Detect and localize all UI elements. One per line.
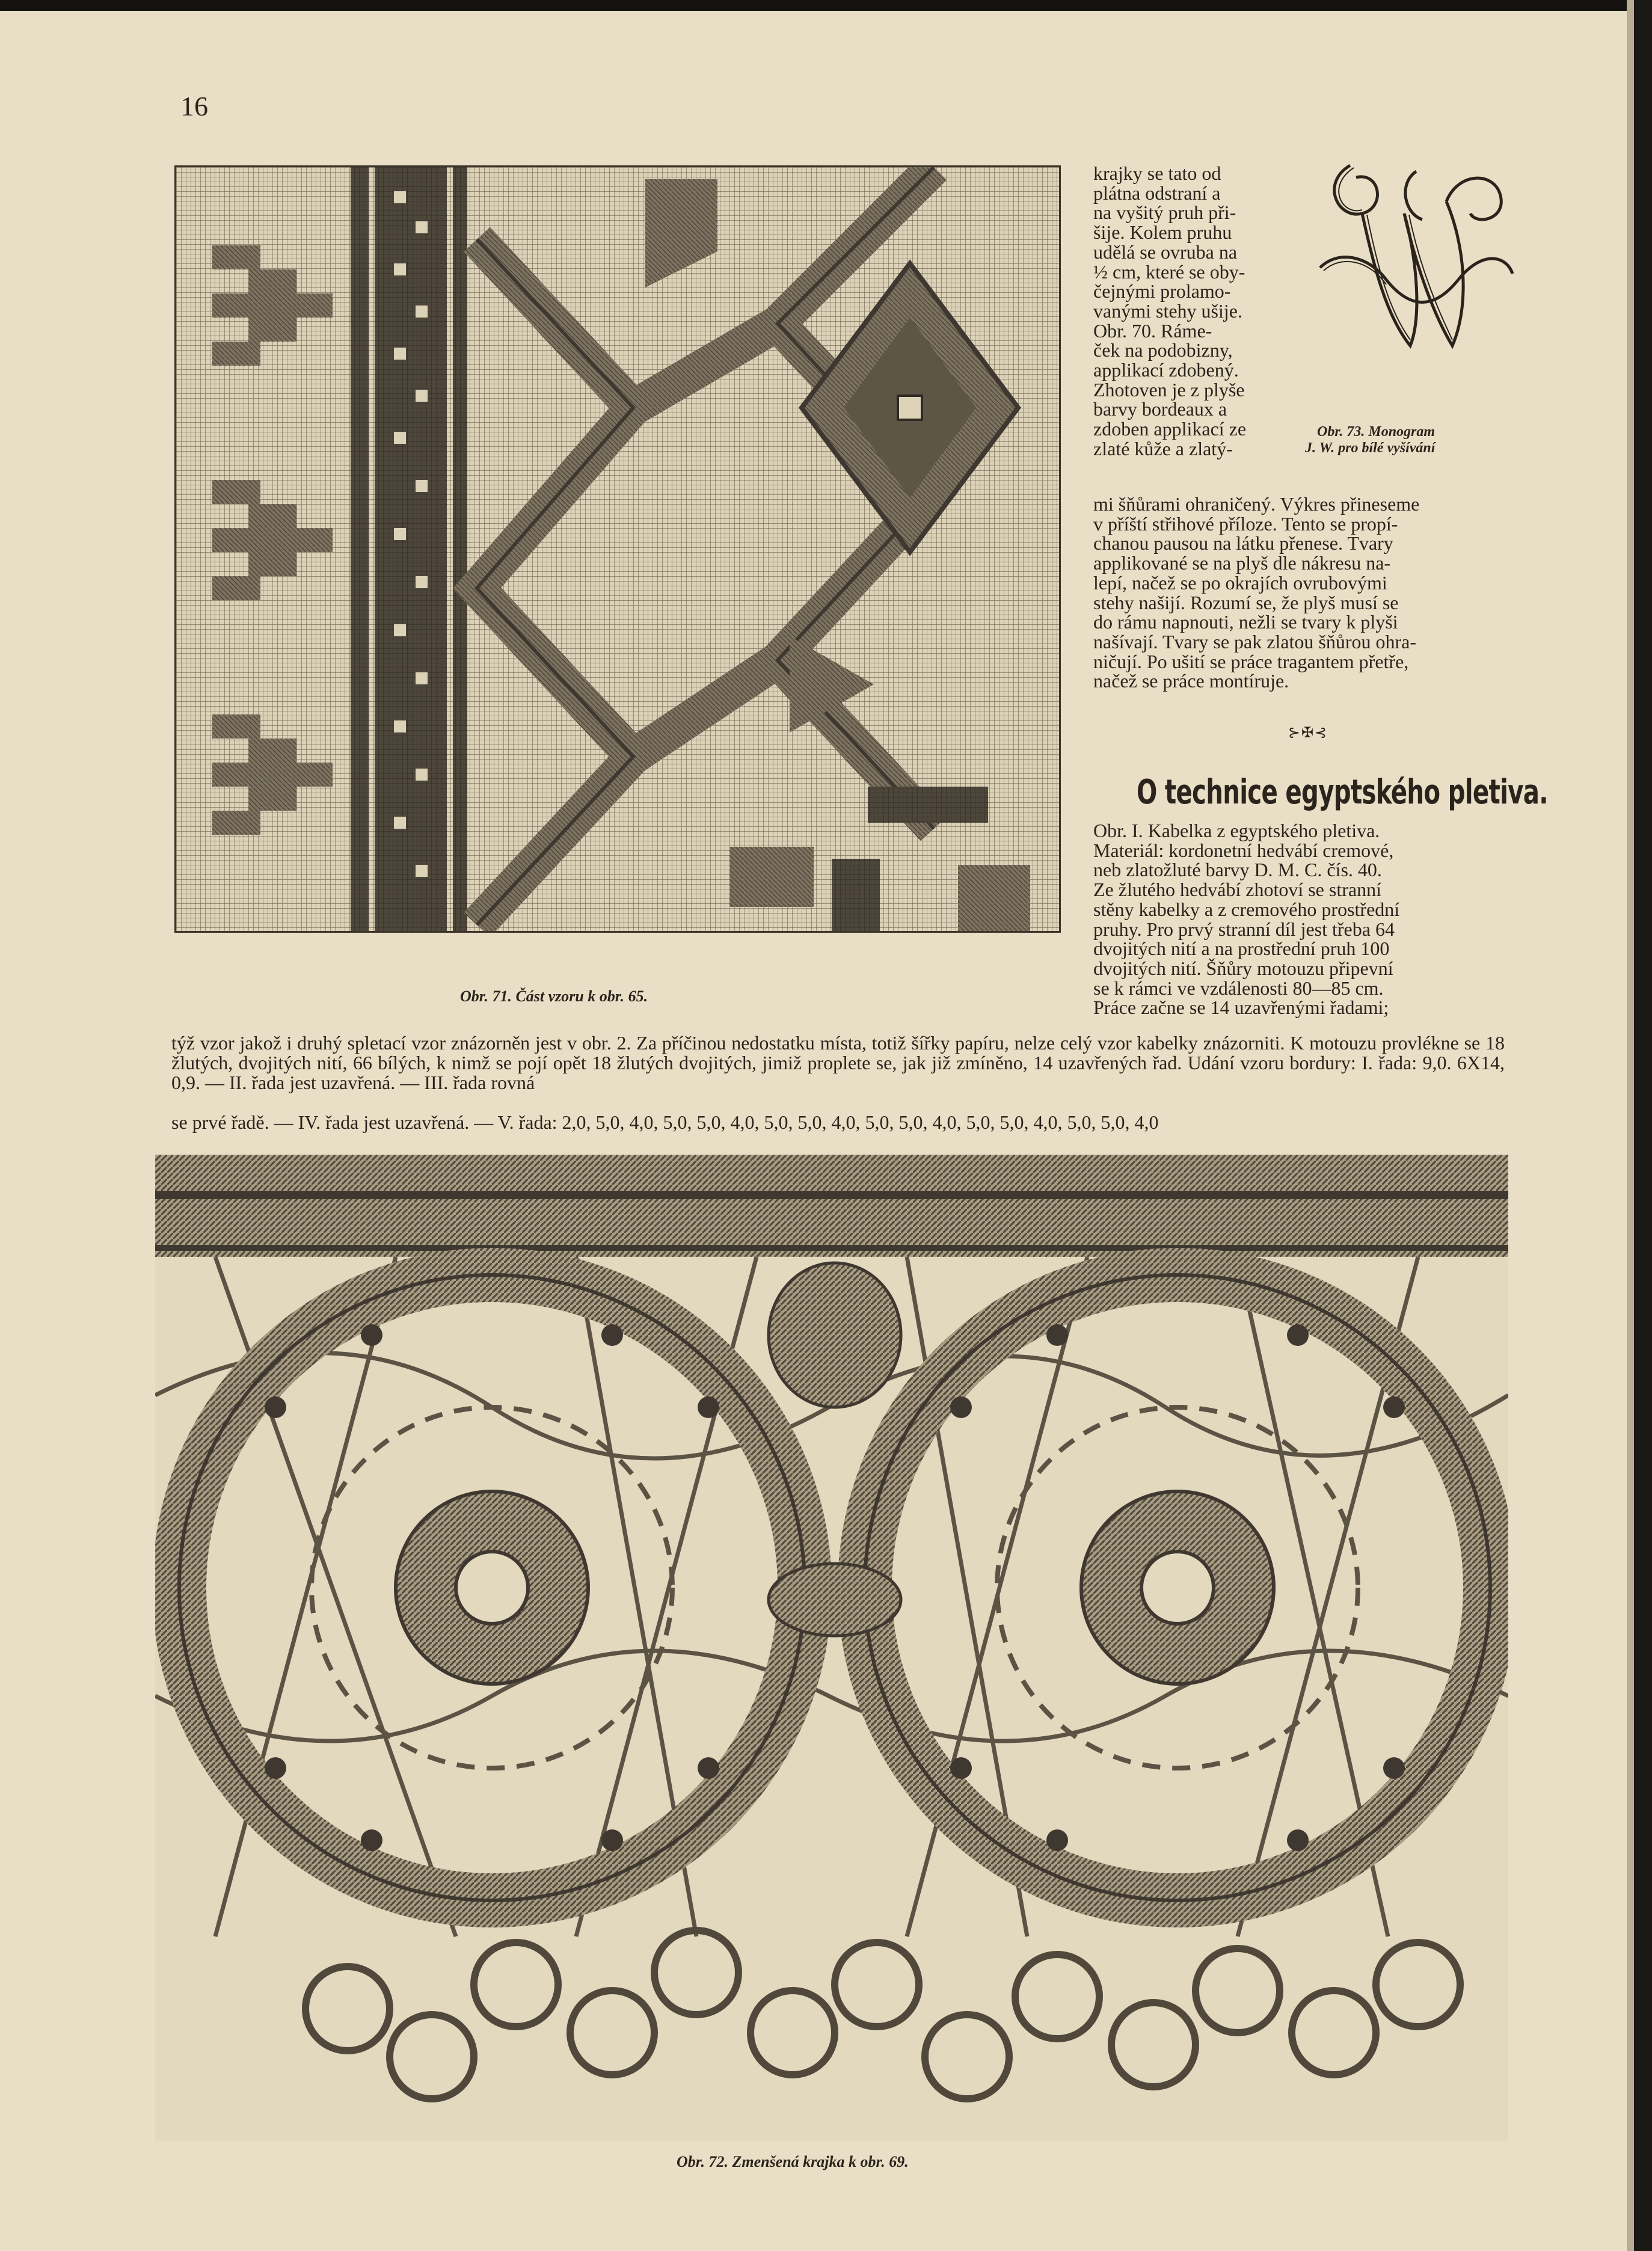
right-column-wide-text — [1093, 494, 1508, 691]
full-width-paragraph: týž vzor jakož i druhý spletací vzor znázorněn jest v obr. 2. Za příčinou nedostatku místa, totiž šířky papíru, nelze celý vzor kabelky znázorniti. K motouzu provlékne se 18 žlutých, dvojitých nití, 66 bílých, k nimž se pojí opět 18 žlutých dvojitých, jimiž proplete se, jak již zmíněno, 14 uzavřených řad. Udání vzoru bordury: I. řada: 9,0. 6X14, 0,9. — II. řada jest uzavřená. — III. řada rovná — [171, 1032, 1505, 1093]
text-line: se k rámci ve vzdálenosti 80—85 cm. — [1093, 977, 1384, 999]
text-line: do rámu napnouti, nežli se tvary k plyši — [1093, 611, 1398, 633]
text-line: barvy bordeaux a — [1093, 398, 1227, 420]
section-ornament: ⊱✠⊰ — [1288, 724, 1328, 741]
text-line: šije. Kolem pruhu — [1093, 221, 1232, 244]
text-line: Materiál: kordonetní hedvábí cremové, — [1093, 839, 1394, 861]
text-line: zdoben applikací ze — [1093, 418, 1247, 440]
text-line: chanou pausou na látku přenese. Tvary — [1093, 532, 1393, 554]
monogram-image — [1314, 147, 1518, 370]
full-width-last-line: se prvé řadě. — IV. řada jest uzavřená. — V. řada: 2,0, 5,0, 4,0, 5,0, 5,0, 4,0, 5,0, 5,0, 4,0, 5,0, 5,0, 4,0, 5,0, 5,0, 4,0, 5,0, 5,0, 4,0 — [171, 1111, 1159, 1133]
text-line: applikací zdobený. — [1093, 359, 1239, 381]
text-line: mi šňůrami ohraničený. Výkres přineseme — [1093, 493, 1420, 515]
text-line: Obr. 70. Ráme- — [1093, 319, 1212, 342]
text-line: ček na podobizny, — [1093, 339, 1233, 361]
figure-71-embroidery-pattern — [174, 165, 1061, 933]
figure-73-monogram — [1314, 147, 1518, 370]
text-line: ničují. Po ušití se práce tragantem přetře, — [1093, 650, 1409, 672]
embroidery-pattern-image — [176, 167, 1059, 931]
figure-71-caption: Obr. 71. Část vzoru k obr. 65. — [460, 987, 648, 1005]
figure-72-caption: Obr. 72. Zmenšená krajka k obr. 69. — [677, 2153, 909, 2170]
text-line: na vyšitý pruh při- — [1093, 201, 1236, 224]
text-line: načež se práce montíruje. — [1093, 670, 1289, 692]
text-line: plátna odstraní a — [1093, 182, 1221, 204]
text-line: v příští střihové příloze. Tento se propí- — [1093, 512, 1398, 535]
text-line: zlaté kůže a zlatý- — [1093, 437, 1233, 459]
text-line: ½ cm, které se oby- — [1093, 260, 1245, 283]
text-line: Obr. I. Kabelka z egyptského pletiva. — [1093, 820, 1380, 841]
text-line: Ze žlutého hedvábí zhotoví se stranní — [1093, 879, 1381, 901]
scan-top-edge — [0, 0, 1652, 11]
text-line: našívají. Tvary se pak zlatou šňůrou ohra- — [1093, 630, 1417, 653]
text-line: pruhy. Pro prvý stranní díl jest třeba 64 — [1093, 918, 1395, 940]
binding-edge — [1627, 0, 1634, 2251]
text-line: udělá se ovruba na — [1093, 241, 1238, 263]
text-line: stehy našijí. Rozumí se, že plyš musí se — [1093, 591, 1399, 613]
figure-72-lace — [155, 1155, 1508, 2141]
page-number: 16 — [180, 91, 208, 121]
text-line: dvojitých nití. Šňůry motouzu připevní — [1093, 957, 1393, 979]
right-column-narrow-text — [1093, 164, 1286, 459]
text-line: neb zlatožluté barvy D. M. C. čís. 40. — [1093, 859, 1382, 881]
section-title: O technice egyptského pletiva. — [1137, 773, 1548, 812]
text-line: lepí, načež se po okrajích ovrubovými — [1093, 571, 1387, 594]
text-line: čejnými prolamo- — [1093, 280, 1231, 302]
figure-73-caption-line2: J. W. pro bílé vyšívání — [1305, 440, 1436, 456]
scan-right-edge — [1634, 0, 1652, 2251]
section-column-text — [1093, 821, 1508, 1018]
text-line: Zhotoven je z plyše — [1093, 378, 1245, 401]
figure-73-caption-line1: Obr. 73. Monogram — [1317, 424, 1436, 440]
text-line: Práce začne se 14 uzavřenými řadami; — [1093, 997, 1389, 1019]
text-line: applikované se na plyš dle nákresu na- — [1093, 552, 1391, 574]
text-line: dvojitých nití a na prostřední pruh 100 — [1093, 938, 1390, 960]
text-line: krajky se tato od — [1093, 162, 1221, 184]
text-line: stěny kabelky a z cremového prostřední — [1093, 898, 1400, 920]
text-line: vanými stehy ušije. — [1093, 299, 1242, 322]
lace-image — [155, 1155, 1508, 2141]
